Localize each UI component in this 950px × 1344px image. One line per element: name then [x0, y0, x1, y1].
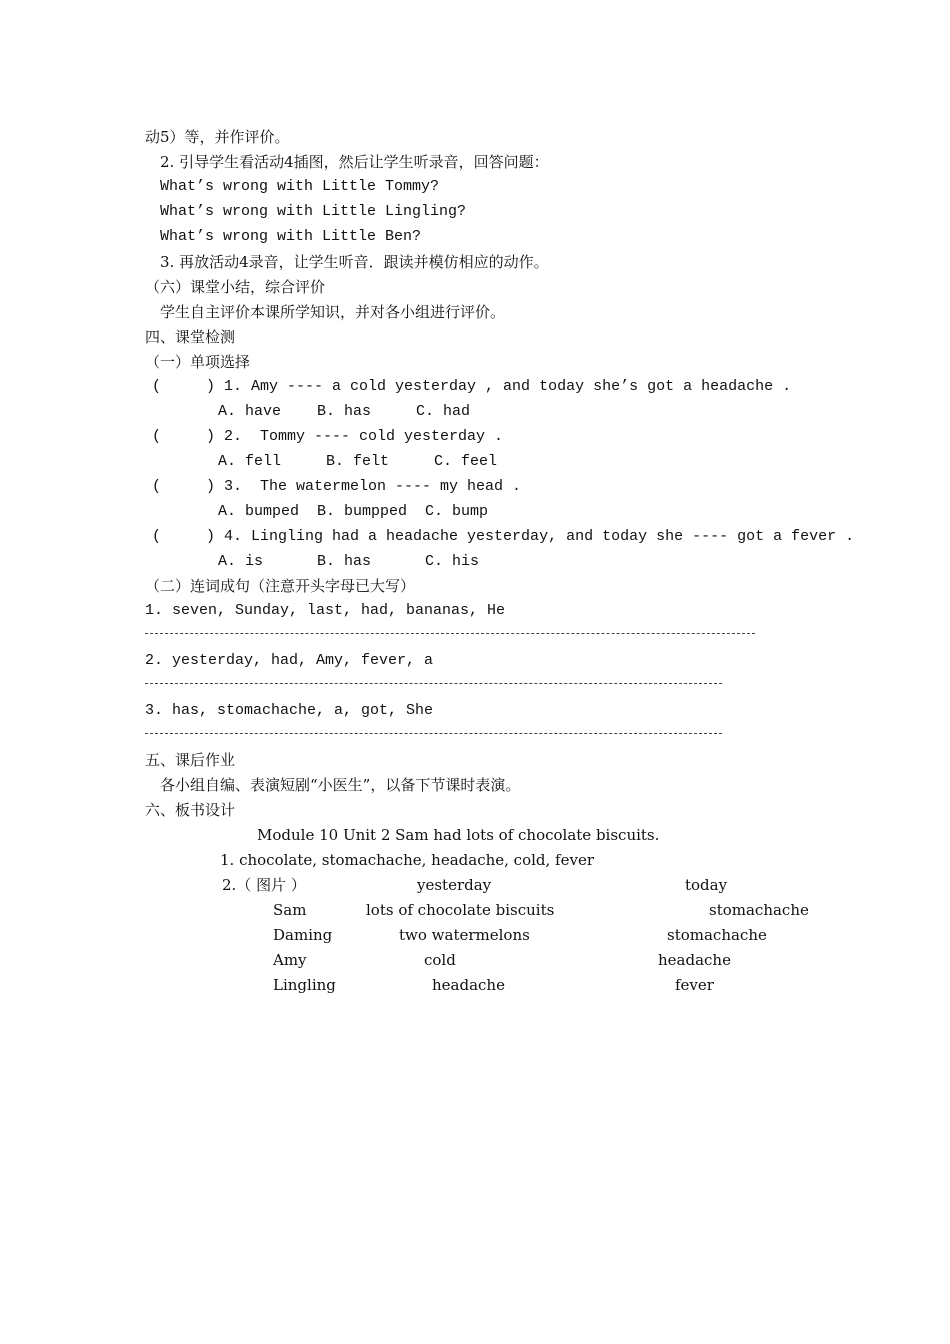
text-line: 各小组自编、表演短剧“小医生”，以备下节课时表演。	[160, 776, 521, 794]
board-column-today: today	[685, 876, 728, 894]
mc-options: A. fell B. felt C. feel	[218, 453, 498, 470]
answer-line	[145, 733, 722, 734]
board-row-name: Daming	[273, 926, 333, 944]
board-row-name: Amy	[273, 951, 307, 969]
mc-options: A. have B. has C. had	[218, 403, 471, 420]
section-heading: 五、课后作业	[145, 751, 236, 769]
board-row-yesterday: lots of chocolate biscuits	[366, 901, 555, 919]
section-heading: 六、板书设计	[145, 801, 236, 819]
board-row-name: Lingling	[273, 976, 336, 994]
board-row-today: stomachache	[709, 901, 809, 919]
section-heading: （六）课堂小结，综合评价	[145, 278, 326, 296]
board-row-yesterday: cold	[424, 951, 456, 969]
mc-question: ( ) 2. Tommy ---- cold yesterday .	[152, 428, 504, 445]
section-heading: （一）单项选择	[145, 353, 251, 371]
board-column-yesterday: yesterday	[417, 876, 492, 894]
answer-line	[145, 633, 755, 634]
mc-options: A. bumped B. bumpped C. bump	[218, 503, 489, 520]
board-row-today: fever	[675, 976, 714, 994]
board-vocab: 1. chocolate, stomachache, headache, cold, fever	[220, 851, 595, 869]
reorder-item: 1. seven, Sunday, last, had, bananas, He	[145, 602, 506, 619]
mc-question: ( ) 4. Lingling had a headache yesterday, and today she ---- got a fever .	[152, 528, 855, 545]
board-row-yesterday: two watermelons	[399, 926, 530, 944]
question-line: What’s wrong with Little Tommy?	[160, 178, 440, 195]
mc-options: A. is B. has C. his	[218, 553, 480, 570]
board-column-label: 2.（ 图片 ）	[222, 876, 306, 894]
board-row-yesterday: headache	[432, 976, 505, 994]
board-title: Module 10 Unit 2 Sam had lots of chocolate biscuits.	[257, 826, 660, 844]
board-row-today: headache	[658, 951, 731, 969]
mc-question: ( ) 1. Amy ---- a cold yesterday , and today she’s got a headache .	[152, 378, 792, 395]
answer-line	[145, 683, 722, 684]
section-heading: （二）连词成句（注意开头字母已大写）	[145, 577, 416, 595]
text-line: 学生自主评价本课所学知识，并对各小组进行评价。	[160, 303, 506, 321]
reorder-item: 2. yesterday, had, Amy, fever, a	[145, 652, 434, 669]
section-heading: 四、课堂检测	[145, 328, 236, 346]
reorder-item: 3. has, stomachache, a, got, She	[145, 702, 434, 719]
board-row-name: Sam	[273, 901, 307, 919]
text-line: 动5）等，并作评价。	[145, 128, 290, 146]
board-row-today: stomachache	[667, 926, 767, 944]
text-line: 2. 引导学生看活动4插图，然后让学生听录音，回答问题：	[160, 153, 549, 171]
mc-question: ( ) 3. The watermelon ---- my head .	[152, 478, 522, 495]
question-line: What’s wrong with Little Lingling?	[160, 203, 467, 220]
text-line: 3. 再放活动4录音，让学生听音．跟读并模仿相应的动作。	[160, 253, 549, 271]
question-line: What’s wrong with Little Ben?	[160, 228, 422, 245]
